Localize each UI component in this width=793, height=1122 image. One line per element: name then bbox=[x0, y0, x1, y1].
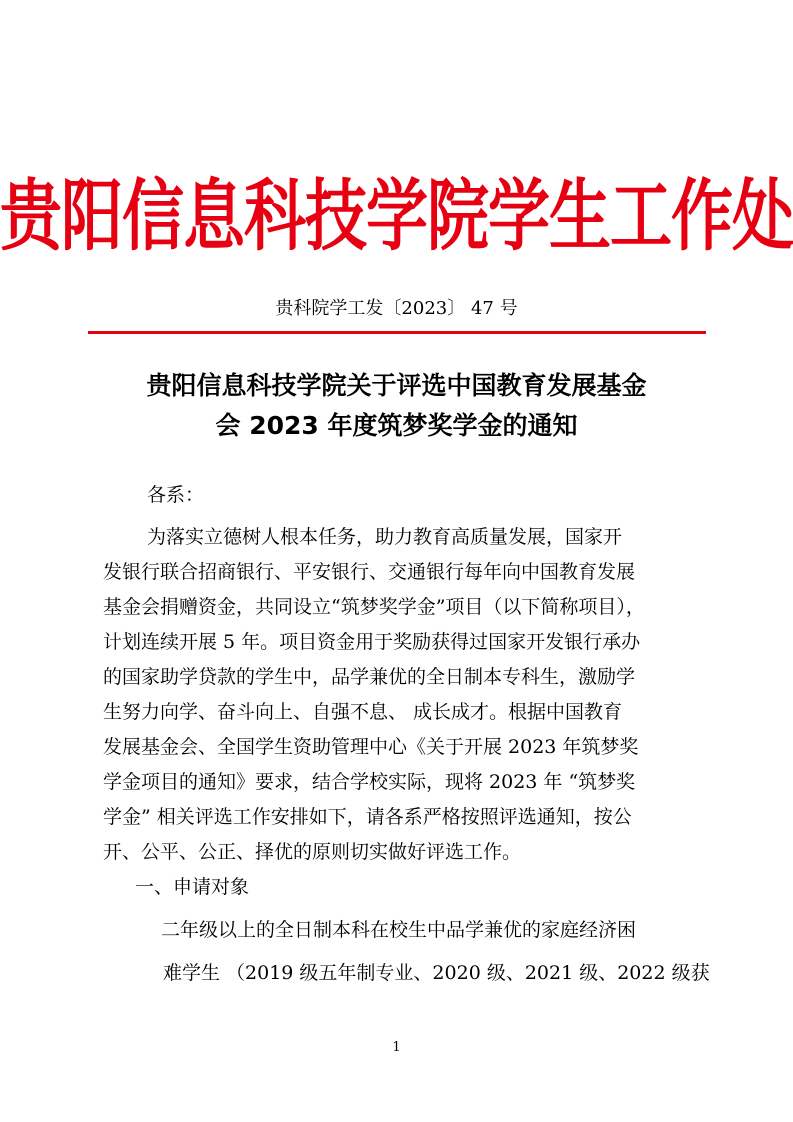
paragraph-line: 发银行联合招商银行、平安银行、交通银行每年向中国教育发展 bbox=[103, 561, 636, 583]
section-heading-applicants: 一、申请对象 bbox=[135, 876, 250, 898]
paragraph-line: 学金” 相关评选工作安排如下，请各系严格按照评选通知，按公 bbox=[103, 806, 632, 828]
paragraph-line: 生努力向学、奋斗向上、自强不息、 成长成才。根据中国教育 bbox=[103, 701, 623, 723]
paragraph-line: 基金会捐赠资金，共同设立“筑梦奖学金”项目（以下简称项目）， bbox=[103, 596, 645, 618]
masthead-title: 贵阳信息科技学院学生工作处 bbox=[0, 170, 793, 262]
document-number: 贵科院学工发〔2023〕 47 号 bbox=[275, 298, 518, 319]
document-body bbox=[103, 478, 710, 991]
section-line: 难学生 （2019 级五年制专业、2020 级、2021 级、2022 级获 bbox=[163, 962, 710, 984]
notice-title-line-2: 会 2023 年度筑梦奖学金的通知 bbox=[215, 411, 578, 440]
notice-title-line-1: 贵阳信息科技学院关于评选中国教育发展基金 bbox=[146, 371, 647, 400]
section-body-applicants bbox=[103, 913, 710, 991]
intro-paragraph bbox=[103, 520, 703, 870]
paragraph-line: 的国家助学贷款的学生中，品学兼优的全日制本专科生，激励学 bbox=[103, 666, 636, 688]
paragraph-line: 计划连续开展 5 年。项目资金用于奖励获得过国家开发银行承办 bbox=[103, 631, 641, 653]
salutation: 各系： bbox=[147, 484, 205, 506]
page-number: 1 bbox=[392, 1040, 401, 1055]
section-line: 二年级以上的全日制本科在校生中品学兼优的家庭经济困 bbox=[161, 919, 637, 941]
notice-title bbox=[80, 366, 713, 446]
paragraph-line: 开、公平、公正、择优的原则切实做好评选工作。 bbox=[103, 841, 522, 863]
paragraph-line: 为落实立德树人根本任务，助力教育高质量发展，国家开 bbox=[147, 526, 623, 548]
paragraph-line: 学金项目的通知》要求，结合学校实际，现将 2023 年 “筑梦奖 bbox=[103, 771, 636, 793]
red-divider-line bbox=[88, 331, 706, 334]
paragraph-line: 发展基金会、全国学生资助管理中心《关于开展 2023 年筑梦奖 bbox=[103, 736, 639, 758]
